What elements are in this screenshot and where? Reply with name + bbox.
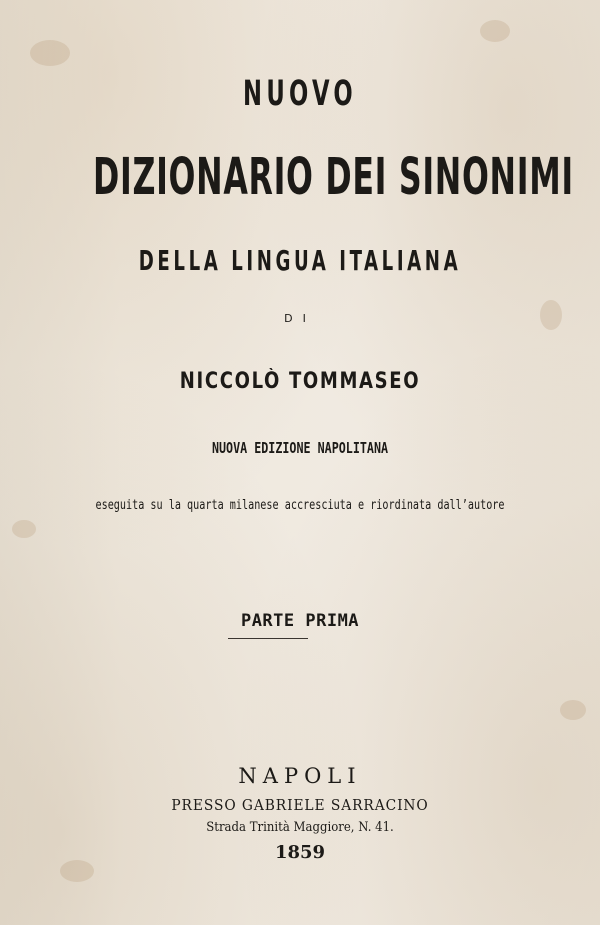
subtitle: DELLA LINGUA ITALIANA: [138, 244, 462, 277]
part-heading: PARTE PRIMA: [240, 611, 360, 631]
foxing-spot: [560, 700, 586, 720]
foxing-spot: [60, 860, 94, 882]
author-name: NICCOLÒ TOMMASEO: [179, 369, 421, 394]
foxing-spot: [480, 20, 510, 42]
by-line: DI: [284, 312, 316, 325]
part-rule: [228, 638, 308, 639]
foxing-spot: [30, 40, 70, 66]
imprint-city: NAPOLI: [238, 764, 362, 788]
edition-note: eseguita su la quarta milanese accresciuta e riordinata dall’autore: [95, 498, 505, 513]
imprint-year: 1859: [274, 842, 326, 863]
imprint-address: Strada Trinità Maggiore, N. 41.: [206, 820, 394, 835]
main-title: DIZIONARIO DEI SINONIMI: [93, 148, 574, 207]
edition-line: NUOVA EDIZIONE NAPOLITANA: [211, 439, 389, 457]
imprint-publisher: PRESSO GABRIELE SARRACINO: [171, 796, 429, 814]
foxing-spot: [12, 520, 36, 538]
title-line-nuovo: NUOVO: [243, 74, 357, 114]
